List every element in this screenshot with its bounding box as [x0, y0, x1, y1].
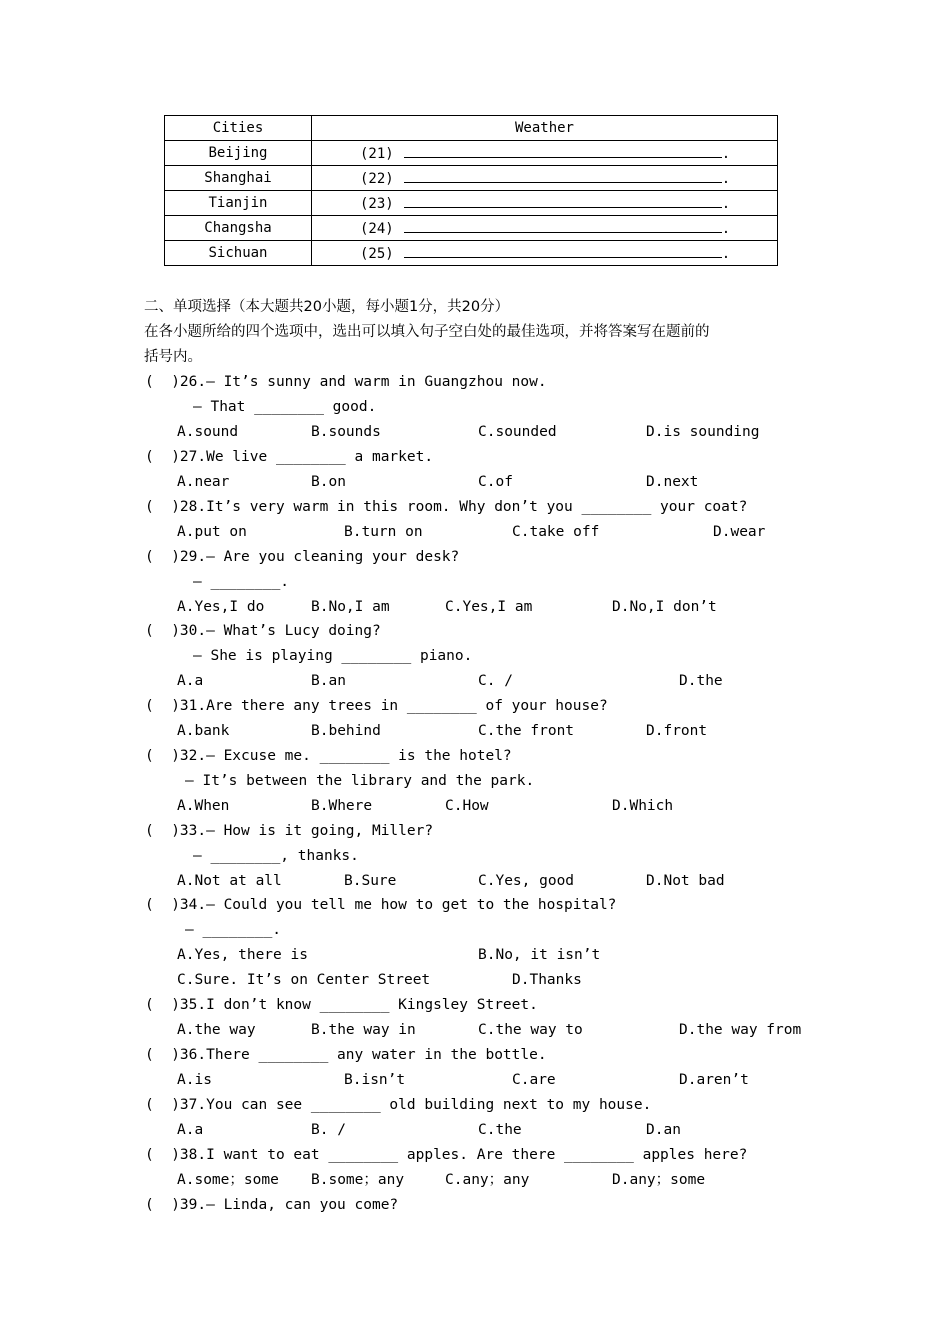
question-sub: — It’s between the library and the park. [185, 773, 535, 789]
option-b[interactable]: B.on [311, 474, 346, 490]
question-stem: ( )32.— Excuse me. ________ is the hotel? [145, 748, 512, 764]
question-stem: ( )35.I don’t know ________ Kingsley Street. [145, 997, 538, 1013]
city-cell: Shanghai [165, 166, 312, 191]
city-cell: Beijing [165, 141, 312, 166]
question-sub: — That ________ good. [193, 399, 377, 415]
table-row [165, 216, 778, 241]
option-b[interactable]: B.Where [311, 798, 373, 814]
question-stem: ( )36.There ________ any water in the bottle. [145, 1047, 547, 1063]
table-row [165, 166, 778, 191]
option-a[interactable]: A.a [177, 1122, 204, 1138]
option-c[interactable]: C.Sure. It’s on Center Street [177, 972, 431, 988]
option-b[interactable]: B.No, it isn’t [478, 947, 601, 963]
city-cell: Sichuan [165, 241, 312, 266]
weather-cell: (21) . [312, 141, 778, 166]
option-d[interactable]: D.is sounding [646, 424, 760, 440]
option-a[interactable]: A.sound [177, 424, 239, 440]
answer-blank[interactable] [404, 245, 722, 258]
blank-number: (22) [360, 170, 394, 187]
option-c[interactable]: C.of [478, 474, 513, 490]
blank-number: (25) [360, 245, 394, 262]
question-stem: ( )26.— It’s sunny and warm in Guangzhou now. [145, 374, 547, 390]
option-b[interactable]: B.the way in [311, 1022, 416, 1038]
option-b[interactable]: B. / [311, 1122, 346, 1138]
option-a[interactable]: A.Yes, there is [177, 947, 308, 963]
option-a[interactable]: A.some；some [177, 1172, 279, 1188]
weather-table [164, 115, 778, 266]
option-d[interactable]: D.aren’t [679, 1072, 749, 1088]
option-a[interactable]: A.a [177, 673, 204, 689]
option-d[interactable]: D.next [646, 474, 699, 490]
option-a[interactable]: A.is [177, 1072, 212, 1088]
option-b[interactable]: B.sounds [311, 424, 381, 440]
option-a[interactable]: A.the way [177, 1022, 256, 1038]
option-a[interactable]: A.When [177, 798, 230, 814]
question-sub: — ________, thanks. [193, 848, 359, 864]
option-a[interactable]: A.bank [177, 723, 230, 739]
blank-number: (23) [360, 195, 394, 212]
option-c[interactable]: C.How [445, 798, 489, 814]
option-c[interactable]: C.are [512, 1072, 556, 1088]
option-d[interactable]: D.Not bad [646, 873, 725, 889]
question-sub: — ________. [185, 922, 282, 938]
option-d[interactable]: D.any；some [612, 1172, 706, 1188]
option-c[interactable]: C.Yes,I am [445, 599, 533, 615]
option-b[interactable]: B.Sure [344, 873, 397, 889]
question-stem: ( )30.— What’s Lucy doing? [145, 623, 381, 639]
option-d[interactable]: D.Which [612, 798, 674, 814]
table-row [165, 191, 778, 216]
option-c[interactable]: C.Yes, good [478, 873, 575, 889]
question-stem: ( )38.I want to eat ________ apples. Are there ________ apples here? [145, 1147, 748, 1163]
option-a[interactable]: A.near [177, 474, 230, 490]
question-sub: — She is playing ________ piano. [193, 648, 473, 664]
option-c[interactable]: C.the [478, 1122, 522, 1138]
option-b[interactable]: B.behind [311, 723, 381, 739]
option-c[interactable]: C.any；any [445, 1172, 530, 1188]
option-d[interactable]: D.No,I don’t [612, 599, 717, 615]
city-cell: Tianjin [165, 191, 312, 216]
section-instruction: 在各小题所给的四个选项中，选出可以填入句子空白处的最佳选项，并将答案写在题前的 [144, 324, 710, 340]
option-c[interactable]: C.sounded [478, 424, 557, 440]
option-b[interactable]: B.isn’t [344, 1072, 406, 1088]
question-stem: ( )27.We live ________ a market. [145, 449, 434, 465]
city-cell: Changsha [165, 216, 312, 241]
answer-blank[interactable] [404, 170, 722, 183]
option-d[interactable]: D.an [646, 1122, 681, 1138]
option-b[interactable]: B.an [311, 673, 346, 689]
section-title: 二、单项选择（本大题共20小题，每小题1分，共20分） [144, 299, 510, 315]
table-row [165, 241, 778, 266]
weather-cell: (22) . [312, 166, 778, 191]
question-stem: ( )28.It’s very warm in this room. Why don’t you ________ your coat? [145, 499, 748, 515]
question-stem: ( )31.Are there any trees in ________ of your house? [145, 698, 608, 714]
question-stem: ( )33.— How is it going, Miller? [145, 823, 434, 839]
option-c[interactable]: C.take off [512, 524, 600, 540]
table-row [165, 141, 778, 166]
option-a[interactable]: A.put on [177, 524, 247, 540]
option-c[interactable]: C. / [478, 673, 513, 689]
header-cities: Cities [165, 116, 312, 141]
question-stem: ( )34.— Could you tell me how to get to the hospital? [145, 897, 617, 913]
option-a[interactable]: A.Yes,I do [177, 599, 265, 615]
weather-cell: (24) . [312, 216, 778, 241]
option-b[interactable]: B.No,I am [311, 599, 390, 615]
option-a[interactable]: A.Not at all [177, 873, 282, 889]
table-header-row [165, 116, 778, 141]
option-d[interactable]: D.front [646, 723, 708, 739]
answer-blank[interactable] [404, 195, 722, 208]
answer-blank[interactable] [404, 145, 722, 158]
option-d[interactable]: D.the [679, 673, 723, 689]
blank-number: (21) [360, 145, 394, 162]
section-instruction-cont: 括号内。 [144, 349, 202, 365]
option-b[interactable]: B.turn on [344, 524, 423, 540]
question-stem: ( )39.— Linda, can you come? [145, 1197, 399, 1213]
weather-cell: (23) . [312, 191, 778, 216]
option-d[interactable]: D.Thanks [512, 972, 582, 988]
option-b[interactable]: B.some；any [311, 1172, 405, 1188]
question-stem: ( )29.— Are you cleaning your desk? [145, 549, 460, 565]
question-sub: — ________. [193, 574, 290, 590]
header-weather: Weather [312, 116, 778, 141]
option-d[interactable]: D.the way from [679, 1022, 802, 1038]
option-c[interactable]: C.the front [478, 723, 575, 739]
option-c[interactable]: C.the way to [478, 1022, 583, 1038]
answer-blank[interactable] [404, 220, 722, 233]
blank-number: (24) [360, 220, 394, 237]
option-d[interactable]: D.wear [713, 524, 766, 540]
question-stem: ( )37.You can see ________ old building next to my house. [145, 1097, 652, 1113]
weather-cell: (25) . [312, 241, 778, 266]
